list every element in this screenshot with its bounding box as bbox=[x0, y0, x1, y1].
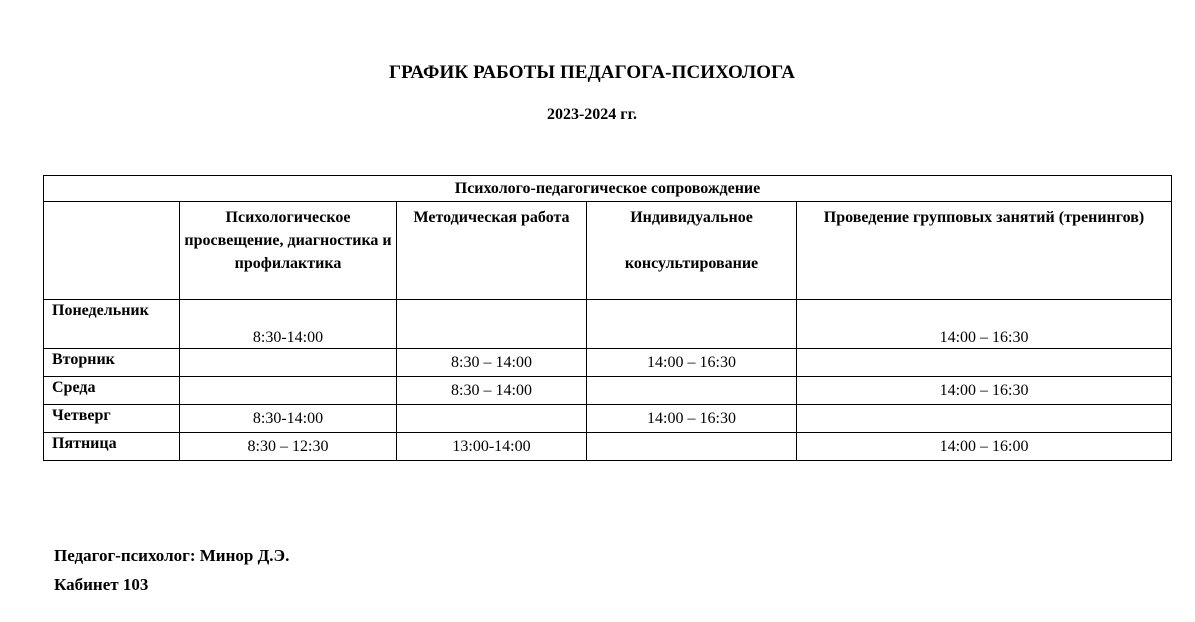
day-label: Понедельник bbox=[44, 300, 180, 349]
table-row bbox=[44, 300, 1172, 349]
table-cell bbox=[180, 349, 397, 377]
table-cell: 8:30 – 14:00 bbox=[397, 377, 587, 405]
column-header-empty bbox=[44, 202, 180, 300]
main-header: Психолого-педагогическое сопровождение bbox=[44, 176, 1172, 202]
table-cell: 8:30 – 12:30 bbox=[180, 433, 397, 461]
table-cell: 8:30 – 14:00 bbox=[397, 349, 587, 377]
day-label: Среда bbox=[44, 377, 180, 405]
page-title: ГРАФИК РАБОТЫ ПЕДАГОГА-ПСИХОЛОГА bbox=[388, 62, 796, 83]
table-cell: 14:00 – 16:30 bbox=[587, 405, 797, 433]
day-label: Четверг bbox=[44, 405, 180, 433]
table-column-header-row bbox=[44, 202, 1172, 300]
table-row bbox=[44, 405, 1172, 433]
column-header-education: Психологическое просвещение, диагностика и профилактика bbox=[180, 202, 397, 300]
table-row bbox=[44, 349, 1172, 377]
table-cell: 14:00 – 16:30 bbox=[797, 300, 1172, 349]
column-header-individual bbox=[587, 202, 797, 300]
table-cell bbox=[797, 405, 1172, 433]
schedule-table bbox=[43, 175, 1172, 461]
table-cell bbox=[180, 377, 397, 405]
table-cell bbox=[587, 377, 797, 405]
column-header-individual-line2: консультирование bbox=[624, 255, 759, 272]
teacher-name: Педагог-психолог: Минор Д.Э. bbox=[54, 546, 290, 565]
table-cell bbox=[397, 405, 587, 433]
table-cell: 13:00-14:00 bbox=[397, 433, 587, 461]
table-cell: 14:00 – 16:30 bbox=[587, 349, 797, 377]
day-label: Вторник bbox=[44, 349, 180, 377]
table-cell: 8:30-14:00 bbox=[180, 300, 397, 349]
table-cell bbox=[587, 300, 797, 349]
room-number: Кабинет 103 bbox=[54, 575, 149, 594]
table-row bbox=[44, 377, 1172, 405]
table-cell bbox=[397, 300, 587, 349]
academic-years: 2023-2024 гг. bbox=[546, 106, 638, 123]
table-cell: 14:00 – 16:00 bbox=[797, 433, 1172, 461]
column-header-group: Проведение групповых занятий (тренингов) bbox=[797, 202, 1172, 300]
column-header-individual-line1: Индивидуальное bbox=[630, 209, 753, 226]
table-cell: 8:30-14:00 bbox=[180, 405, 397, 433]
day-label: Пятница bbox=[44, 433, 180, 461]
table-cell: 14:00 – 16:30 bbox=[797, 377, 1172, 405]
table-cell bbox=[797, 349, 1172, 377]
table-main-header-row bbox=[44, 176, 1172, 202]
table-row bbox=[44, 433, 1172, 461]
column-header-methodical: Методическая работа bbox=[397, 202, 587, 300]
table-cell bbox=[587, 433, 797, 461]
